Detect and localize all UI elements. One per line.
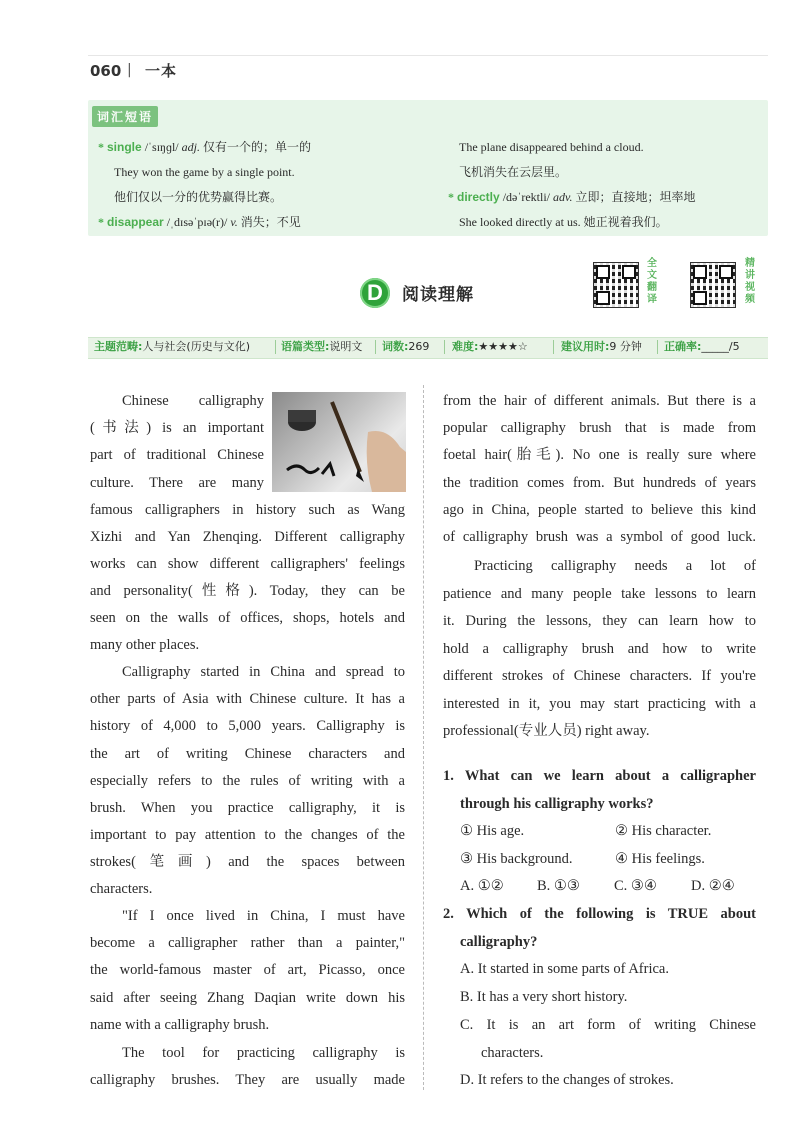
q1-item: ② His character. xyxy=(615,823,712,839)
passage-line: culture. There are many xyxy=(90,475,264,491)
info-word-count: 词数:269 xyxy=(382,340,430,353)
brand-logo: 一本 xyxy=(145,62,178,80)
passage-line: brush. When you practice calligraphy, it is xyxy=(90,800,405,816)
q1-item: ④ His feelings. xyxy=(615,851,705,867)
qr-code-icon[interactable] xyxy=(593,262,639,308)
passage-line: "If I once lived in China, I must have xyxy=(122,908,405,924)
info-text-type: 语篇类型:说明文 xyxy=(281,340,363,353)
q2-option-b[interactable]: B. It has a very short history. xyxy=(460,989,628,1005)
page-number: 060 xyxy=(90,62,122,80)
passage-line: calligraphy brushes. They are usually made xyxy=(90,1072,405,1088)
part-of-speech: adv. xyxy=(553,190,573,204)
q1-option-b[interactable]: B. ①③ xyxy=(537,878,580,894)
passage-line: history of 4,000 to 5,000 years. Calligraphy is xyxy=(90,718,405,734)
pronunciation: /dəˈrektli/ xyxy=(499,190,554,204)
part-of-speech: adj. xyxy=(181,140,200,154)
passage-line: other parts of Asia with Chinese culture. It has a xyxy=(90,691,405,707)
example-en: The plane disappeared behind a cloud. xyxy=(459,140,644,154)
passage-line: Calligraphy started in China and spread to xyxy=(122,664,405,680)
passage-line: seen on the walls of offices, shops, hotels and xyxy=(90,610,405,626)
meaning: 立即；直接地；坦率地 xyxy=(572,190,696,204)
section-letter-badge: D xyxy=(360,278,390,308)
info-divider xyxy=(553,340,554,354)
bullet-icon: * xyxy=(448,190,454,204)
passage-line: of calligraphy brush was a symbol of good luck. xyxy=(443,529,756,545)
passage-line: interested in it, you may start practicing with a xyxy=(443,696,756,712)
info-theme: 主题范畴:人与社会(历史与文化) xyxy=(94,340,250,353)
q2-option-a[interactable]: A. It started in some parts of Africa. xyxy=(460,961,669,977)
passage-line: name with a calligraphy brush. xyxy=(90,1017,270,1033)
passage-line: and personality(性格). Today, they can be xyxy=(90,583,405,599)
example-en: They won the game by a single point. xyxy=(114,165,295,179)
meaning: 仅有一个的；单一的 xyxy=(199,140,311,154)
qr-code-icon[interactable] xyxy=(690,262,736,308)
vocab-entry-directly xyxy=(448,190,695,204)
passage-line: famous calligraphers in history such as Wang xyxy=(90,502,405,518)
info-divider xyxy=(275,340,276,354)
passage-line: said after seeing Zhang Daqian write down his xyxy=(90,990,405,1006)
column-divider xyxy=(423,385,424,1090)
info-suggested-time: 建议用时:9 分钟 xyxy=(561,340,642,353)
passage-line: from the hair of different animals. But there is a xyxy=(443,393,756,409)
headword: single xyxy=(107,140,142,154)
pronunciation: /ˈsɪŋɡl/ xyxy=(141,140,182,154)
passage-line: foetal hair(胎毛). No one is really sure where xyxy=(443,447,756,463)
headword: directly xyxy=(457,190,500,204)
vocab-entry-single xyxy=(98,140,311,154)
info-divider xyxy=(444,340,445,354)
passage-line: the world-famous master of art, Picasso, once xyxy=(90,962,405,978)
passage-line: The tool for practicing calligraphy is xyxy=(122,1045,405,1061)
passage-line: Practicing calligraphy needs a lot of xyxy=(474,558,756,574)
passage-line: (书法) is an important xyxy=(90,420,264,436)
info-divider xyxy=(375,340,376,354)
passage-line: different strokes of Chinese characters. If you're xyxy=(443,668,756,684)
q1-item: ① His age. xyxy=(460,823,525,839)
passage-line: patience and many people take lessons to learn xyxy=(443,586,756,602)
passage-line: professional(专业人员) right away. xyxy=(443,723,650,739)
passage-line: especially refers to the rules of writing with a xyxy=(90,773,405,789)
passage-line: the art of writing Chinese characters and xyxy=(90,746,405,762)
q2-option-c[interactable]: C. It is an art form of writing Chinese xyxy=(460,1017,756,1033)
passage-line: hold a calligraphy brush and how to write xyxy=(443,641,756,657)
passage-line: works can show different calligraphers' feelings xyxy=(90,556,405,572)
example-en: She looked directly at us. 她正视着我们。 xyxy=(459,215,668,229)
question-1-stem: through his calligraphy works? xyxy=(460,796,654,812)
passage-line: characters. xyxy=(90,881,153,897)
part-of-speech: v. xyxy=(230,215,238,229)
calligraphy-brush-image xyxy=(272,392,406,492)
section-title: 阅读理解 xyxy=(402,285,474,305)
q1-option-d[interactable]: D. ②④ xyxy=(691,878,735,894)
info-divider xyxy=(657,340,658,354)
passage-line: many other places. xyxy=(90,637,200,653)
q1-option-c[interactable]: C. ③④ xyxy=(614,878,657,894)
qr-caption-video: 精讲视频 xyxy=(745,258,755,305)
question-1-stem: 1. What can we learn about a calligrapher xyxy=(443,768,756,784)
q1-item: ③ His background. xyxy=(460,851,573,867)
passage-line: strokes(笔画) and the spaces between xyxy=(90,854,405,870)
passage-line: ago in China, people started to believe this kind xyxy=(443,502,756,518)
bullet-icon: * xyxy=(98,215,104,229)
qr-caption-translation: 全文翻译 xyxy=(647,258,657,305)
passage-line: it. During the lessons, they can learn how to xyxy=(443,613,756,629)
example-zh: 飞机消失在云层里。 xyxy=(459,165,568,179)
q2-option-c-continued[interactable]: characters. xyxy=(481,1045,544,1061)
passage-line: popular calligraphy brush that is made from xyxy=(443,420,756,436)
q2-option-d[interactable]: D. It refers to the changes of strokes. xyxy=(460,1072,674,1088)
question-2-stem: calligraphy? xyxy=(460,934,538,950)
vocab-entry-disappear xyxy=(98,215,301,229)
passage-line: the tradition comes from. But hundreds of years xyxy=(443,475,756,491)
example-zh: 他们仅以一分的优势赢得比赛。 xyxy=(114,190,283,204)
question-2-stem: 2. Which of the following is TRUE about xyxy=(443,906,756,922)
info-accuracy: 正确率:_____/5 xyxy=(664,340,740,353)
calligraphy-photo xyxy=(272,392,406,492)
header-rule xyxy=(88,55,768,56)
passage-line: become a calligrapher rather than a painter," xyxy=(90,935,405,951)
q1-option-a[interactable]: A. ①② xyxy=(460,878,504,894)
bullet-icon: * xyxy=(98,140,104,154)
passage-line: important to pay attention to the changes of the xyxy=(90,827,405,843)
pronunciation: /ˌdɪsəˈpɪə(r)/ xyxy=(163,215,231,229)
info-difficulty: 难度:★★★★☆ xyxy=(452,340,528,353)
passage-line: Xizhi and Yan Zhenqing. Different calligraphy xyxy=(90,529,405,545)
meaning: 消失；不见 xyxy=(237,215,301,229)
vocab-title: 词汇短语 xyxy=(92,106,158,127)
header-separator: | xyxy=(127,62,132,78)
passage-line: part of traditional Chinese xyxy=(90,447,264,463)
passage-line: Chinese calligraphy xyxy=(122,393,264,409)
headword: disappear xyxy=(107,215,164,229)
